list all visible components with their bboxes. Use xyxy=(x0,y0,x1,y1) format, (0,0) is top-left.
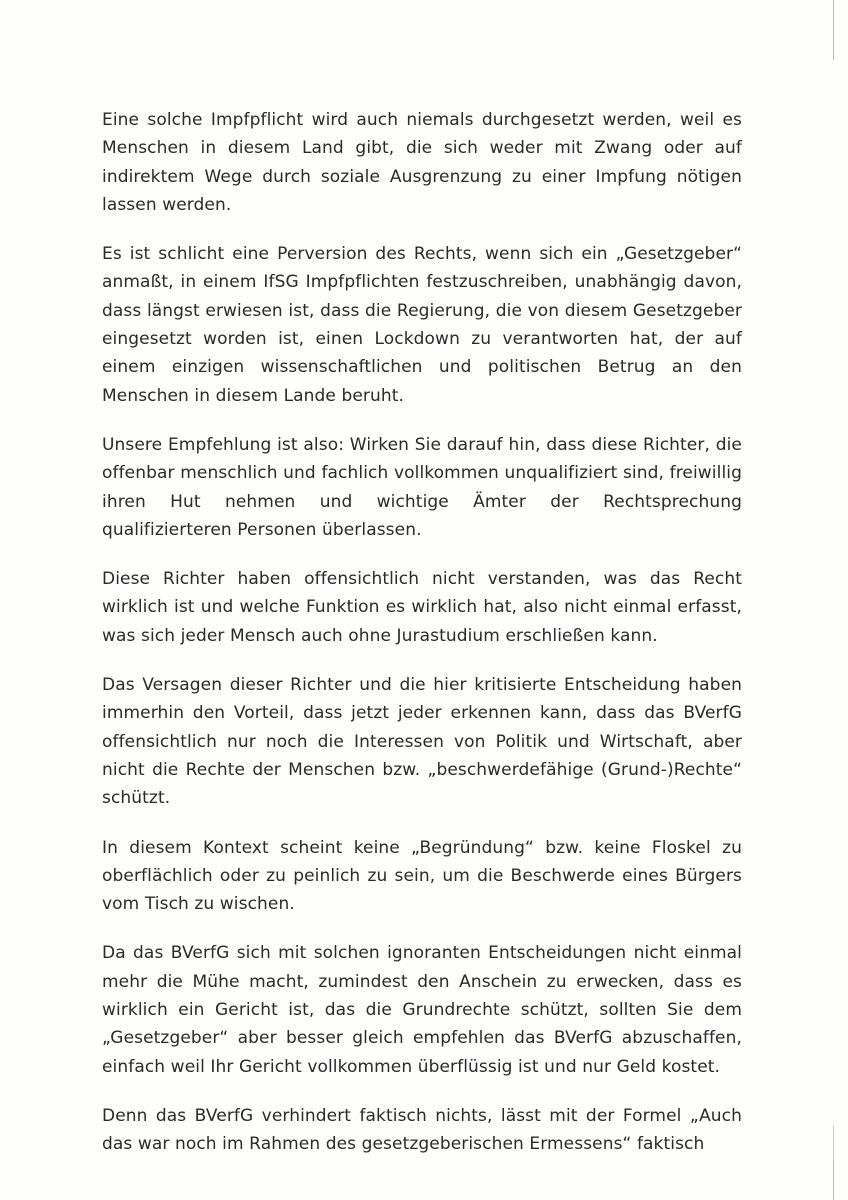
scan-edge-mark-middle xyxy=(833,1125,834,1165)
paragraph-4: Diese Richter haben offensichtlich nicht verstanden, was das Recht wirklich ist und welche Funktion es wirklich hat, also nicht einmal erfasst, was sich jeder Mensch auch ohne Jurastudium erschließen kann. xyxy=(102,569,742,646)
scan-edge-mark-bottom xyxy=(833,1160,834,1200)
paragraph-3: Unsere Empfehlung ist also: Wirken Sie darauf hin, dass diese Richter, die offenbar menschlich und fachlich vollkommen unqualifiziert sind, freiwillig ihren Hut nehmen und wichtige Ämter der Rechtsprechung qualifizierteren Personen überlassen. xyxy=(102,434,742,540)
scan-edge-mark-top xyxy=(833,0,834,60)
paragraph-6: In diesem Kontext scheint keine „Begründung“ bzw. keine Floskel zu oberflächlich oder zu peinlich zu sein, um die Beschwerde eines Bürgers vom Tisch zu wischen. xyxy=(102,837,742,915)
paragraph-7: Da das BVerfG sich mit solchen ignoranten Entscheidungen nicht einmal mehr die Mühe macht, zumindest den Anschein zu erwecken, dass es wirklich ein Gericht ist, das die Grundrechte schützt, sollten Sie dem „Gesetzgeber“ aber besser gleich empfehlen das BVerfG abzuschaffen, einfach weil Ihr Gericht vollkommen überflüssig ist und nur Geld kostet. xyxy=(102,943,742,1077)
paragraph-2: Es ist schlicht eine Perversion des Rechts, wenn sich ein „Gesetzgeber“ anmaßt, in einem IfSG Impfpflichten festzuschreiben, unabhängig davon, dass längst erwiesen ist, dass die Regierung, die von diesem Gesetzgeber eingesetzt worden ist, einen Lockdown zu verantworten hat, der auf einem einzigen wissenschaftlichen und politischen Betrug an den Menschen in diesem Lande beruht. xyxy=(102,244,742,406)
paragraph-1: Eine solche Impfpflicht wird auch niemals durchgesetzt werden, weil es Menschen in diesem Land gibt, die sich weder mit Zwang oder auf indirektem Wege durch soziale Ausgrenzung zu einer Impfung nötigen lassen werden. xyxy=(102,110,742,215)
paragraph-8: Denn das BVerfG verhindert faktisch nichts, lässt mit der Formel „Auch das war noch im Rahmen des gesetzgeberischen Ermessens“ faktisch xyxy=(102,1105,742,1155)
document-body xyxy=(102,106,742,1180)
paragraph-5: Das Versagen dieser Richter und die hier kritisierte Entscheidung haben immerhin den Vorteil, dass jetzt jeder erkennen kann, dass das BVerfG offensichtlich nur noch die Interessen von Politik und Wirtschaft, aber nicht die Rechte der Menschen bzw. „beschwerdefähige (Grund-)Rechte“ schützt. xyxy=(102,675,742,809)
